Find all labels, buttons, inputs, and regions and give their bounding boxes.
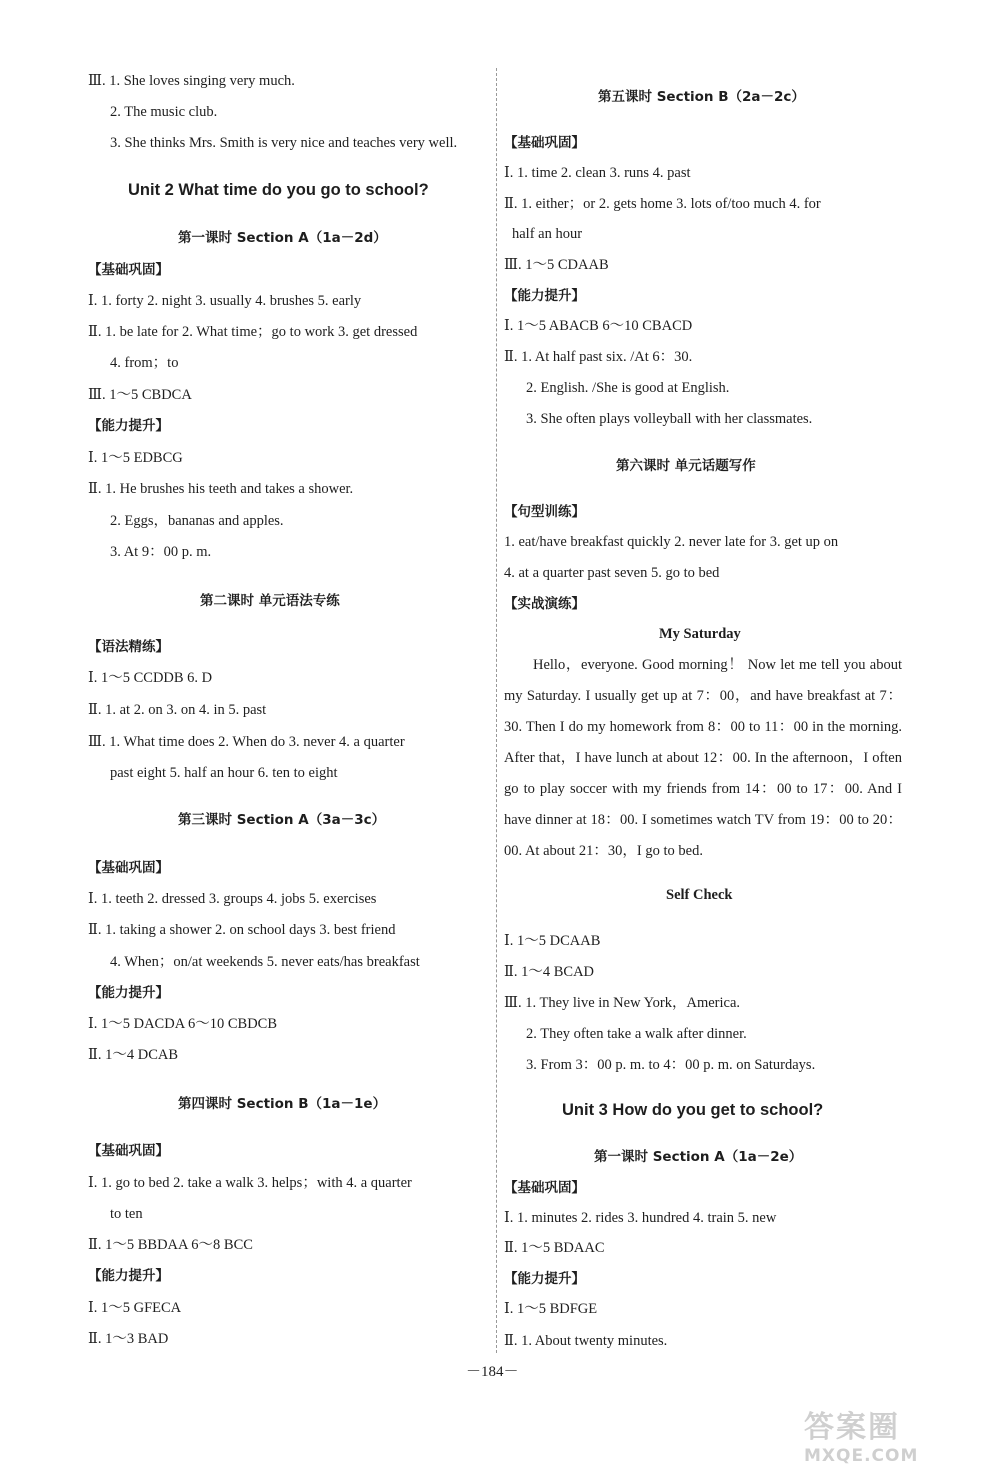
section-tag: 【基础巩固】 <box>504 1180 585 1196</box>
answer-line: Ⅱ. 1～5 BDAAC <box>504 1240 605 1256</box>
lesson-heading: 第六课时 单元话题写作 <box>616 458 756 474</box>
watermark-bottom: MXQE.COM <box>804 1446 919 1466</box>
answer-line: Ⅱ. 1～4 DCAB <box>88 1047 179 1063</box>
self-check-title: Self Check <box>666 887 733 903</box>
answer-line: 1. eat/have breakfast quickly 2. never late for 3. get up on <box>504 534 839 550</box>
section-tag: 【语法精练】 <box>88 639 169 655</box>
answer-line: Ⅰ. 1～5 GFECA <box>88 1300 182 1316</box>
answer-line: 3. At 9：00 p. m. <box>110 544 212 560</box>
answer-line: Ⅲ. 1～5 CDAAB <box>504 257 609 273</box>
column-divider <box>496 68 497 1353</box>
answer-line: Ⅱ. 1～4 BCAD <box>504 964 595 980</box>
answer-line: Ⅰ. 1～5 ABACB 6～10 CBACD <box>504 318 693 334</box>
answer-line: Ⅲ. 1. They live in New York，America. <box>504 995 741 1011</box>
unit-2-title: Unit 2 What time do you go to school? <box>128 181 429 199</box>
answer-line: Ⅱ. 1～5 BBDAA 6～8 BCC <box>88 1237 253 1253</box>
composition-body: Hello，everyone. Good morning！ Now let me tell you about my Saturday. I usually get up at 7：00，and have breakfast at 7：30. Then I do my homework from 8：00 to 11：00 in the morning. After that，I have lunch at about 12：00. In the afternoon，I often go to play soccer with my friends from 14：00 to 17：00. And I have dinner at 18：00. I sometimes watch TV from 19：00 to 20：00. At about 21：30，I go to bed. <box>504 657 902 859</box>
answer-line: Ⅰ. 1. time 2. clean 3. runs 4. past <box>504 165 691 181</box>
answer-line: 2. The music club. <box>110 104 218 120</box>
unit-3-title: Unit 3 How do you get to school? <box>562 1101 824 1119</box>
answer-line: Ⅲ. 1～5 CBDCA <box>88 387 192 403</box>
composition-title: My Saturday <box>659 626 741 642</box>
section-tag: 【能力提升】 <box>88 1268 169 1284</box>
lesson-heading: 第四课时 Section B（1a－1e） <box>178 1096 387 1112</box>
lesson-heading: 第二课时 单元语法专练 <box>200 593 340 609</box>
section-tag: 【能力提升】 <box>504 288 585 304</box>
answer-line: to ten <box>110 1206 143 1222</box>
answer-line: half an hour <box>512 226 583 242</box>
answer-line: Ⅱ. 1. taking a shower 2. on school days 3. best friend <box>88 922 396 938</box>
answer-line: Ⅰ. 1～5 DACDA 6～10 CBDCB <box>88 1016 278 1032</box>
lesson-heading: 第三课时 Section A（3a－3c） <box>178 812 386 828</box>
section-tag: 【能力提升】 <box>88 985 169 1001</box>
lesson-heading: 第一课时 Section A（1a－2e） <box>594 1149 803 1165</box>
answer-line: Ⅰ. 1～5 DCAAB <box>504 933 601 949</box>
answer-line: Ⅱ. 1～3 BAD <box>88 1331 169 1347</box>
section-tag: 【基础巩固】 <box>88 1143 169 1159</box>
answer-line: Ⅰ. 1. forty 2. night 3. usually 4. brushes 5. early <box>88 293 362 309</box>
section-tag: 【基础巩固】 <box>88 262 169 278</box>
answer-line: 4. at a quarter past seven 5. go to bed <box>504 565 720 581</box>
section-tag: 【实战演练】 <box>504 596 585 612</box>
section-tag: 【基础巩固】 <box>504 135 585 151</box>
answer-line: 3. From 3：00 p. m. to 4：00 p. m. on Saturdays. <box>526 1057 816 1073</box>
answer-line: Ⅰ. 1. go to bed 2. take a walk 3. helps；with 4. a quarter <box>88 1175 412 1191</box>
lesson-heading: 第一课时 Section A（1a－2d） <box>178 230 387 246</box>
answer-line: Ⅰ. 1～5 EDBCG <box>88 450 183 466</box>
answer-line: 2. They often take a walk after dinner. <box>526 1026 747 1042</box>
section-tag: 【能力提升】 <box>88 418 169 434</box>
answer-line: Ⅱ. 1. at 2. on 3. on 4. in 5. past <box>88 702 267 718</box>
section-tag: 【能力提升】 <box>504 1271 585 1287</box>
watermark-top: 答案圈 <box>804 1410 900 1445</box>
answer-line: 3. She often plays volleyball with her classmates. <box>526 411 813 427</box>
answer-line: 2. Eggs，bananas and apples. <box>110 513 284 529</box>
answer-line: Ⅰ. 1. teeth 2. dressed 3. groups 4. jobs 5. exercises <box>88 891 377 907</box>
site-watermark-logo <box>804 1402 984 1466</box>
answer-line: Ⅱ. 1. either；or 2. gets home 3. lots of/too much 4. for <box>504 196 821 212</box>
answer-line: 4. from；to <box>110 355 179 371</box>
answer-line: Ⅱ. 1. About twenty minutes. <box>504 1333 668 1349</box>
answer-line: Ⅰ. 1～5 CCDDB 6. D <box>88 670 213 686</box>
answer-line: past eight 5. half an hour 6. ten to eight <box>110 765 338 781</box>
answer-line: 3. She thinks Mrs. Smith is very nice and teaches very well. <box>110 135 458 151</box>
lesson-heading: 第五课时 Section B（2a－2c） <box>598 89 805 105</box>
answer-line: Ⅱ. 1. be late for 2. What time；go to work 3. get dressed <box>88 324 418 340</box>
answer-line: Ⅰ. 1～5 BDFGE <box>504 1301 598 1317</box>
answer-line: Ⅰ. 1. minutes 2. rides 3. hundred 4. train 5. new <box>504 1210 777 1226</box>
page-number: －184－ <box>466 1364 519 1380</box>
answer-line: 2. English. /She is good at English. <box>526 380 730 396</box>
answer-line: Ⅱ. 1. He brushes his teeth and takes a shower. <box>88 481 354 497</box>
answer-line: Ⅲ. 1. She loves singing very much. <box>88 73 295 89</box>
answer-line: 4. When；on/at weekends 5. never eats/has breakfast <box>110 954 420 970</box>
answer-line: Ⅲ. 1. What time does 2. When do 3. never 4. a quarter <box>88 734 405 750</box>
section-tag: 【句型训练】 <box>504 504 585 520</box>
section-tag: 【基础巩固】 <box>88 860 169 876</box>
answer-line: Ⅱ. 1. At half past six. /At 6：30. <box>504 349 693 365</box>
